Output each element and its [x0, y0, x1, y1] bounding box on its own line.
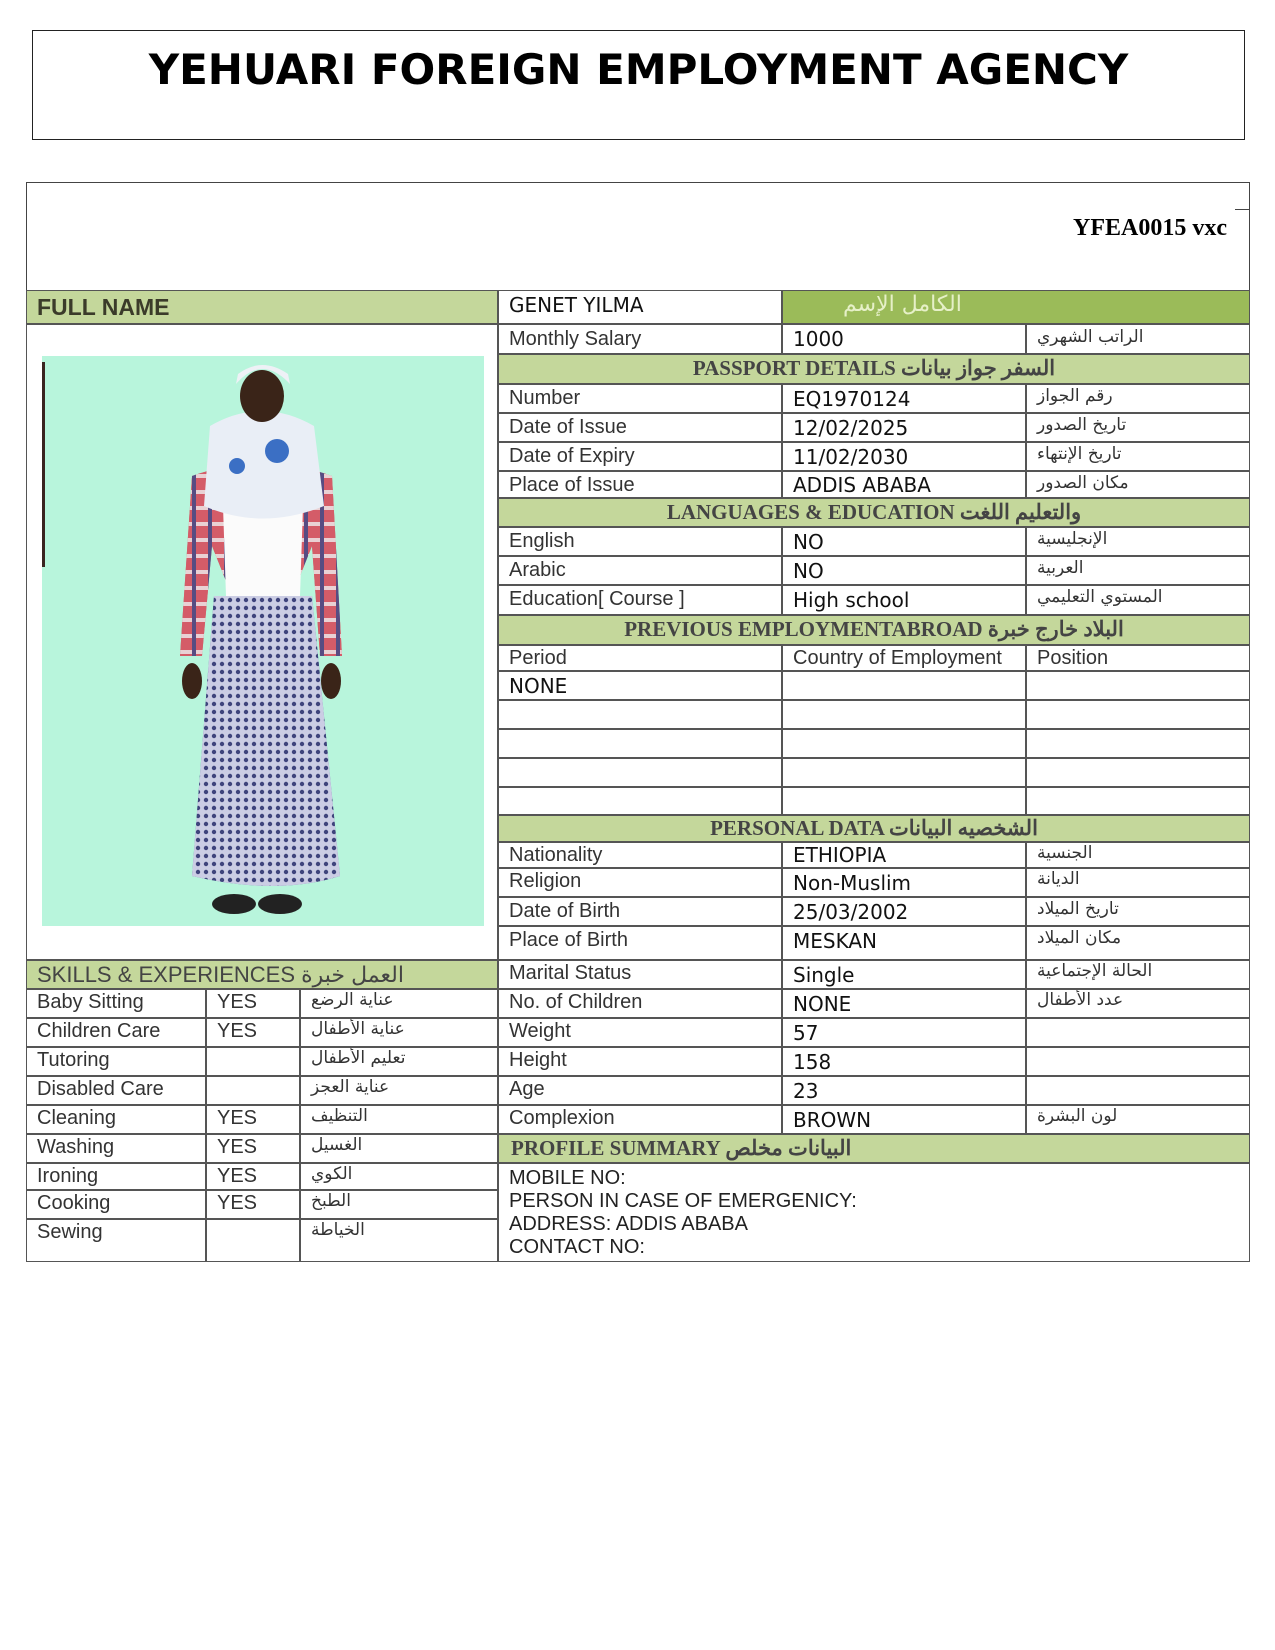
- salary-value: 1000: [782, 324, 1026, 354]
- skill-value: YES: [206, 1134, 300, 1163]
- height-value: 158: [782, 1047, 1026, 1076]
- skill-value: YES: [206, 1105, 300, 1134]
- nationality-arabic: الجنسية: [1026, 842, 1250, 868]
- employment-row: [498, 700, 782, 729]
- complexion-label: Complexion: [498, 1105, 782, 1134]
- address-line: ADDRESS: ADDIS ABABA: [509, 1213, 748, 1235]
- profile-summary-section-title: PROFILE SUMMARY البيانات مخلص: [498, 1134, 1250, 1163]
- corner-mark: [1235, 209, 1249, 210]
- birth-place-label: Place of Birth: [498, 926, 782, 960]
- passport-number-arabic: رقم الجواز: [1026, 384, 1250, 413]
- birth-place-arabic: مكان الميلاد: [1026, 926, 1250, 960]
- skill-value: [206, 1047, 300, 1076]
- employment-row: [782, 729, 1026, 758]
- mobile-line: MOBILE NO:: [509, 1167, 626, 1189]
- birth-date-arabic: تاريخ الميلاد: [1026, 897, 1250, 926]
- english-label: English: [498, 527, 782, 556]
- employment-row: [1026, 787, 1250, 815]
- passport-section-title: PASSPORT DETAILS السفر جواز بيانات: [498, 354, 1250, 384]
- issue-place-arabic: مكان الصدور: [1026, 471, 1250, 498]
- age-label: Age: [498, 1076, 782, 1105]
- skill-value: [206, 1219, 300, 1262]
- skill-arabic: عناية الرضع: [300, 989, 498, 1018]
- weight-value: 57: [782, 1018, 1026, 1047]
- employment-row: NONE: [498, 671, 782, 700]
- skill-row: Children Care: [26, 1018, 206, 1047]
- employment-row: [782, 671, 1026, 700]
- issue-place-value: ADDIS ABABA: [782, 471, 1026, 498]
- expiry-date-arabic: تاريخ الإنتهاء: [1026, 442, 1250, 471]
- arabic-value: NO: [782, 556, 1026, 585]
- full-name-arabic: الكامل الإسم: [782, 290, 1250, 324]
- agency-title: YEHUARI FOREIGN EMPLOYMENT AGENCY: [148, 45, 1129, 94]
- religion-label: Religion: [498, 868, 782, 897]
- full-name-value: GENET YILMA: [498, 290, 782, 324]
- skill-row: Sewing: [26, 1219, 206, 1262]
- religion-value: Non-Muslim: [782, 868, 1026, 897]
- personal-data-section-title: PERSONAL DATA الشخصيه البيانات: [498, 815, 1250, 842]
- contact-line: CONTACT NO:: [509, 1236, 645, 1258]
- religion-arabic: الديانة: [1026, 868, 1250, 897]
- photo-cell: [26, 324, 498, 960]
- skill-row: Disabled Care: [26, 1076, 206, 1105]
- children-label: No. of Children: [498, 989, 782, 1018]
- skill-arabic: تعليم الأطفال: [300, 1047, 498, 1076]
- salary-label: Monthly Salary: [498, 324, 782, 354]
- agency-header: [32, 30, 1245, 140]
- employment-row: [782, 787, 1026, 815]
- employment-row: [782, 700, 1026, 729]
- age-value: 23: [782, 1076, 1026, 1105]
- education-label: Education[ Course ]: [498, 585, 782, 615]
- children-arabic: عدد الأطفال: [1026, 989, 1250, 1018]
- skill-row: Tutoring: [26, 1047, 206, 1076]
- skill-value: YES: [206, 989, 300, 1018]
- salary-arabic: الراتب الشهري: [1026, 324, 1250, 354]
- marital-status-label: Marital Status: [498, 960, 782, 989]
- marital-status-value: Single: [782, 960, 1026, 989]
- country-header: Country of Employment: [782, 645, 1026, 671]
- position-header: Position: [1026, 645, 1250, 671]
- reference-number: YFEA0015 vxc: [1073, 215, 1227, 241]
- height-label: Height: [498, 1047, 782, 1076]
- height-arabic: [1026, 1047, 1250, 1076]
- skill-value: [206, 1076, 300, 1105]
- skill-row: Cleaning: [26, 1105, 206, 1134]
- skill-arabic: التنظيف: [300, 1105, 498, 1134]
- previous-employment-section-title: PREVIOUS EMPLOYMENTABROAD البلاد خارج خبرة: [498, 615, 1250, 645]
- profile-summary-box: [498, 1163, 1250, 1262]
- issue-date-value: 12/02/2025: [782, 413, 1026, 442]
- employment-row: [498, 758, 782, 787]
- employment-row: [1026, 758, 1250, 787]
- languages-section-title: LANGUAGES & EDUCATION والتعليم اللغت: [498, 498, 1250, 527]
- education-value: High school: [782, 585, 1026, 615]
- issue-place-label: Place of Issue: [498, 471, 782, 498]
- passport-number-value: EQ1970124: [782, 384, 1026, 413]
- employment-row: [498, 729, 782, 758]
- birth-date-value: 25/03/2002: [782, 897, 1026, 926]
- skill-arabic: عناية العجز: [300, 1076, 498, 1105]
- employment-row: [498, 787, 782, 815]
- nationality-value: ETHIOPIA: [782, 842, 1026, 868]
- full-name-label: FULL NAME: [26, 290, 498, 324]
- issue-date-arabic: تاريخ الصدور: [1026, 413, 1250, 442]
- expiry-date-label: Date of Expiry: [498, 442, 782, 471]
- weight-label: Weight: [498, 1018, 782, 1047]
- weight-arabic: [1026, 1018, 1250, 1047]
- birth-place-value: MESKAN: [782, 926, 1026, 960]
- english-arabic: الإنجليسية: [1026, 527, 1250, 556]
- skill-arabic: الغسيل: [300, 1134, 498, 1163]
- employment-row: [1026, 700, 1250, 729]
- period-header: Period: [498, 645, 782, 671]
- issue-date-label: Date of Issue: [498, 413, 782, 442]
- employment-row: [1026, 671, 1250, 700]
- employment-row: [1026, 729, 1250, 758]
- skills-section-title: SKILLS & EXPERIENCES العمل خبرة: [26, 960, 498, 989]
- english-value: NO: [782, 527, 1026, 556]
- complexion-value: BROWN: [782, 1105, 1026, 1134]
- skill-arabic: عناية الأطفال: [300, 1018, 498, 1047]
- skill-row: Ironing: [26, 1163, 206, 1190]
- children-value: NONE: [782, 989, 1026, 1018]
- skill-row: Baby Sitting: [26, 989, 206, 1018]
- skill-arabic: الطبخ: [300, 1190, 498, 1219]
- skill-arabic: الكوي: [300, 1163, 498, 1190]
- age-arabic: [1026, 1076, 1250, 1105]
- arabic-arabic: العربية: [1026, 556, 1250, 585]
- emergency-contact-line: PERSON IN CASE OF EMERGENICY:: [509, 1190, 857, 1212]
- skill-row: Washing: [26, 1134, 206, 1163]
- skill-value: YES: [206, 1018, 300, 1047]
- education-arabic: المستوي التعليمي: [1026, 585, 1250, 615]
- arabic-label: Arabic: [498, 556, 782, 585]
- expiry-date-value: 11/02/2030: [782, 442, 1026, 471]
- skill-value: YES: [206, 1163, 300, 1190]
- skill-row: Cooking: [26, 1190, 206, 1219]
- birth-date-label: Date of Birth: [498, 897, 782, 926]
- employment-row: [782, 758, 1026, 787]
- nationality-label: Nationality: [498, 842, 782, 868]
- passport-number-label: Number: [498, 384, 782, 413]
- skill-arabic: الخياطة: [300, 1219, 498, 1262]
- complexion-arabic: لون البشرة: [1026, 1105, 1250, 1134]
- skill-value: YES: [206, 1190, 300, 1219]
- marital-status-arabic: الحالة الإجتماعية: [1026, 960, 1250, 989]
